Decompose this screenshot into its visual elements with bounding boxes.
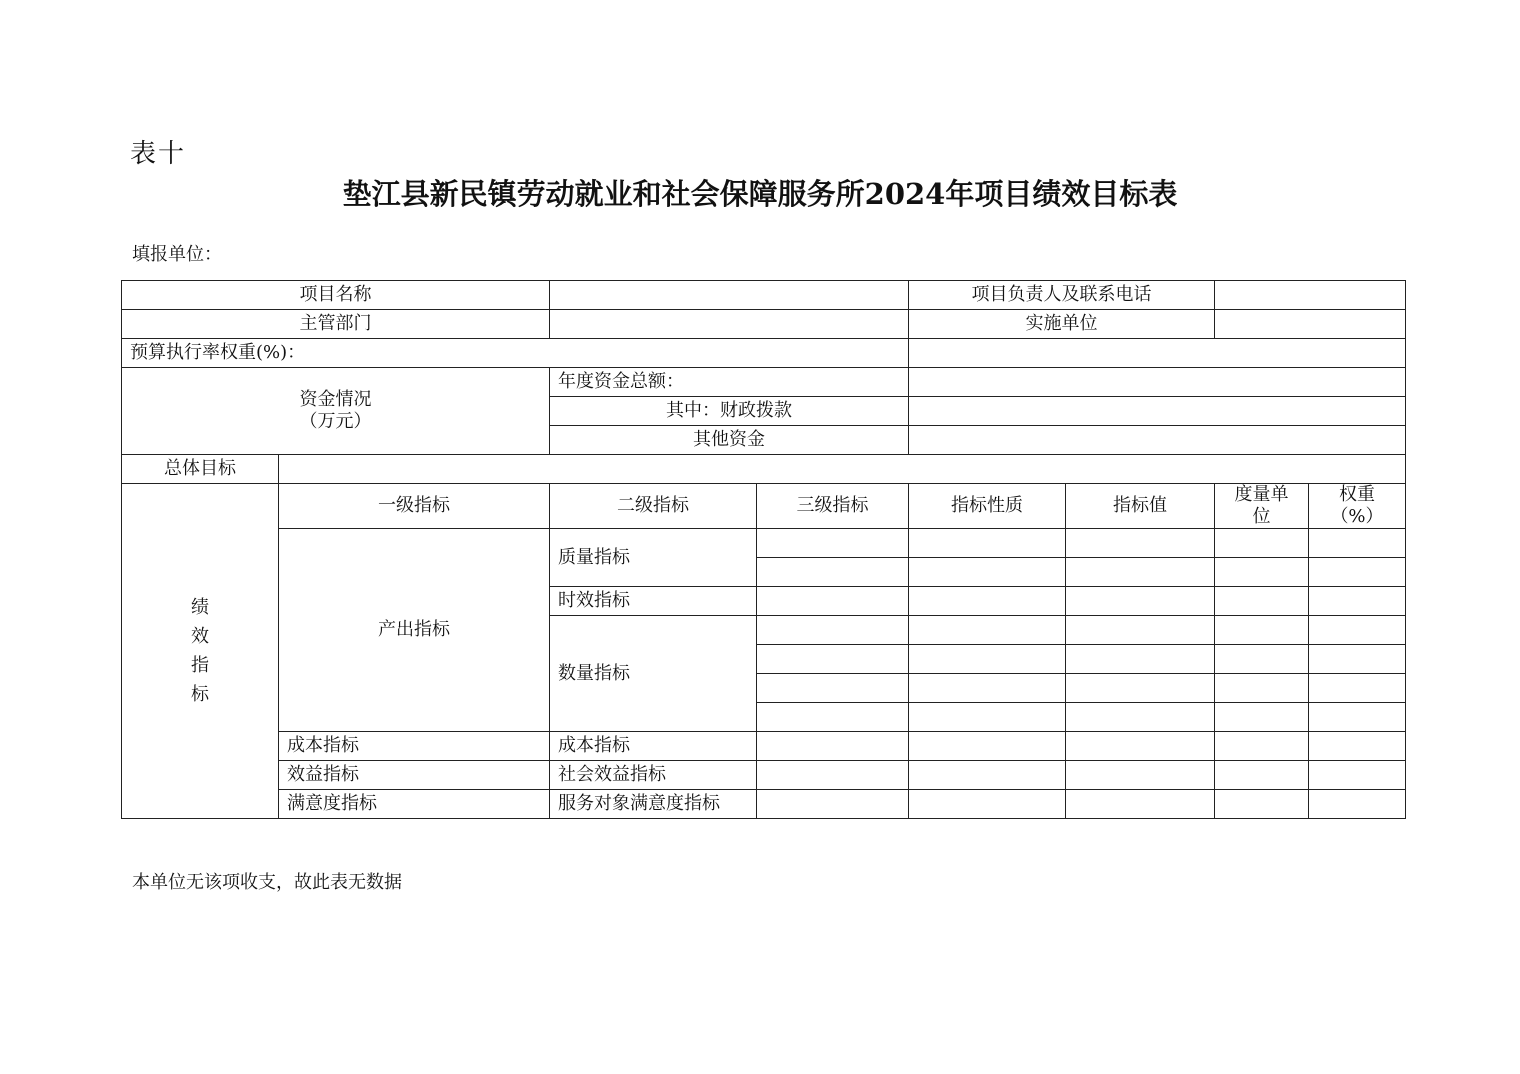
cell[interactable] [1309, 703, 1406, 732]
cell[interactable] [909, 529, 1066, 558]
cell[interactable] [1215, 703, 1309, 732]
budget-weight-value[interactable] [909, 339, 1406, 368]
cell[interactable] [1066, 529, 1215, 558]
table-row [122, 310, 1406, 339]
header-unit [1215, 484, 1309, 529]
benefit-indicator-l2: 社会效益指标 [550, 761, 757, 790]
cell[interactable] [1066, 703, 1215, 732]
overall-goal-value[interactable] [279, 455, 1406, 484]
cell[interactable] [757, 790, 909, 819]
header-level1: 一级指标 [279, 484, 550, 529]
cell[interactable] [909, 674, 1066, 703]
perf-label-char: 标 [191, 684, 209, 705]
header-nature: 指标性质 [909, 484, 1066, 529]
cell[interactable] [757, 616, 909, 645]
cell[interactable] [1215, 732, 1309, 761]
cell[interactable] [1215, 761, 1309, 790]
table-row [122, 761, 1406, 790]
budget-weight-label: 预算执行率权重(%)： [122, 339, 909, 368]
table-row [122, 790, 1406, 819]
satisfaction-indicator-l2: 服务对象满意度指标 [550, 790, 757, 819]
filler-unit-label: 填报单位： [132, 244, 222, 265]
cell[interactable] [1309, 587, 1406, 616]
project-contact-value[interactable] [1215, 281, 1406, 310]
cell[interactable] [1215, 587, 1309, 616]
cell[interactable] [1309, 616, 1406, 645]
cell[interactable] [909, 558, 1066, 587]
cell[interactable] [1309, 674, 1406, 703]
table-number: 表十 [130, 139, 187, 169]
cell[interactable] [757, 558, 909, 587]
cell[interactable] [1309, 790, 1406, 819]
cell[interactable] [1309, 558, 1406, 587]
header-level3: 三级指标 [757, 484, 909, 529]
cell[interactable] [909, 616, 1066, 645]
cell[interactable] [1309, 529, 1406, 558]
table-row [122, 281, 1406, 310]
header-weight: 权重（%） [1309, 484, 1406, 529]
cell[interactable] [1066, 761, 1215, 790]
cell[interactable] [1309, 761, 1406, 790]
cell[interactable] [1309, 645, 1406, 674]
output-indicator-label: 产出指标 [279, 529, 550, 732]
table-row [122, 339, 1406, 368]
cell[interactable] [757, 529, 909, 558]
fiscal-value[interactable] [909, 397, 1406, 426]
fiscal-label: 其中：财政拨款 [550, 397, 909, 426]
other-funds-label: 其他资金 [550, 426, 909, 455]
cell[interactable] [1215, 790, 1309, 819]
cell[interactable] [909, 732, 1066, 761]
table-row [122, 484, 1406, 529]
table-row [122, 732, 1406, 761]
timeliness-indicator-label: 时效指标 [550, 587, 757, 616]
perf-label-char: 绩 [191, 597, 209, 618]
cell[interactable] [909, 790, 1066, 819]
impl-unit-label: 实施单位 [909, 310, 1215, 339]
cell[interactable] [757, 761, 909, 790]
annual-total-value[interactable] [909, 368, 1406, 397]
perf-indicator-label [122, 484, 279, 819]
impl-unit-value[interactable] [1215, 310, 1406, 339]
header-unit-line2: 位 [1252, 506, 1271, 527]
cell[interactable] [909, 761, 1066, 790]
satisfaction-indicator-l1: 满意度指标 [279, 790, 550, 819]
perf-label-char: 效 [191, 626, 209, 647]
cell[interactable] [1215, 616, 1309, 645]
cell[interactable] [909, 703, 1066, 732]
perf-label-char: 指 [191, 655, 209, 676]
cell[interactable] [1066, 558, 1215, 587]
table-row [122, 529, 1406, 558]
quality-indicator-label: 质量指标 [550, 529, 757, 587]
benefit-indicator-l1: 效益指标 [279, 761, 550, 790]
cell[interactable] [757, 732, 909, 761]
annual-total-label: 年度资金总额： [550, 368, 909, 397]
table-row [122, 455, 1406, 484]
cell[interactable] [757, 703, 909, 732]
cell[interactable] [757, 674, 909, 703]
cell[interactable] [1066, 616, 1215, 645]
header-level2: 二级指标 [550, 484, 757, 529]
table-row [122, 368, 1406, 397]
funds-label [122, 368, 550, 455]
other-funds-value[interactable] [909, 426, 1406, 455]
cell[interactable] [1066, 674, 1215, 703]
dept-label: 主管部门 [122, 310, 550, 339]
quantity-indicator-label: 数量指标 [550, 616, 757, 732]
cell[interactable] [1215, 529, 1309, 558]
project-contact-label: 项目负责人及联系电话 [909, 281, 1215, 310]
cost-indicator-l1: 成本指标 [279, 732, 550, 761]
cell[interactable] [1066, 732, 1215, 761]
document-title: 垫江县新民镇劳动就业和社会保障服务所2024年项目绩效目标表 [342, 177, 1178, 211]
cell[interactable] [909, 645, 1066, 674]
cell[interactable] [1066, 790, 1215, 819]
cell[interactable] [1215, 558, 1309, 587]
cell[interactable] [1215, 674, 1309, 703]
no-data-note: 本单位无该项收支，故此表无数据 [132, 872, 402, 893]
cell[interactable] [1215, 645, 1309, 674]
header-unit-line1: 度量单 [1234, 484, 1289, 505]
cell[interactable] [1066, 645, 1215, 674]
cell[interactable] [1066, 587, 1215, 616]
overall-goal-label: 总体目标 [122, 455, 279, 484]
cell[interactable] [757, 645, 909, 674]
cell[interactable] [757, 587, 909, 616]
performance-target-table [121, 280, 1406, 819]
header-value: 指标值 [1066, 484, 1215, 529]
cost-indicator-l2: 成本指标 [550, 732, 757, 761]
dept-value[interactable] [550, 310, 909, 339]
cell[interactable] [909, 587, 1066, 616]
project-name-value[interactable] [550, 281, 909, 310]
cell[interactable] [1309, 732, 1406, 761]
project-name-label: 项目名称 [122, 281, 550, 310]
funds-unit-text: （万元） [299, 411, 372, 432]
funds-label-text: 资金情况 [299, 389, 372, 410]
